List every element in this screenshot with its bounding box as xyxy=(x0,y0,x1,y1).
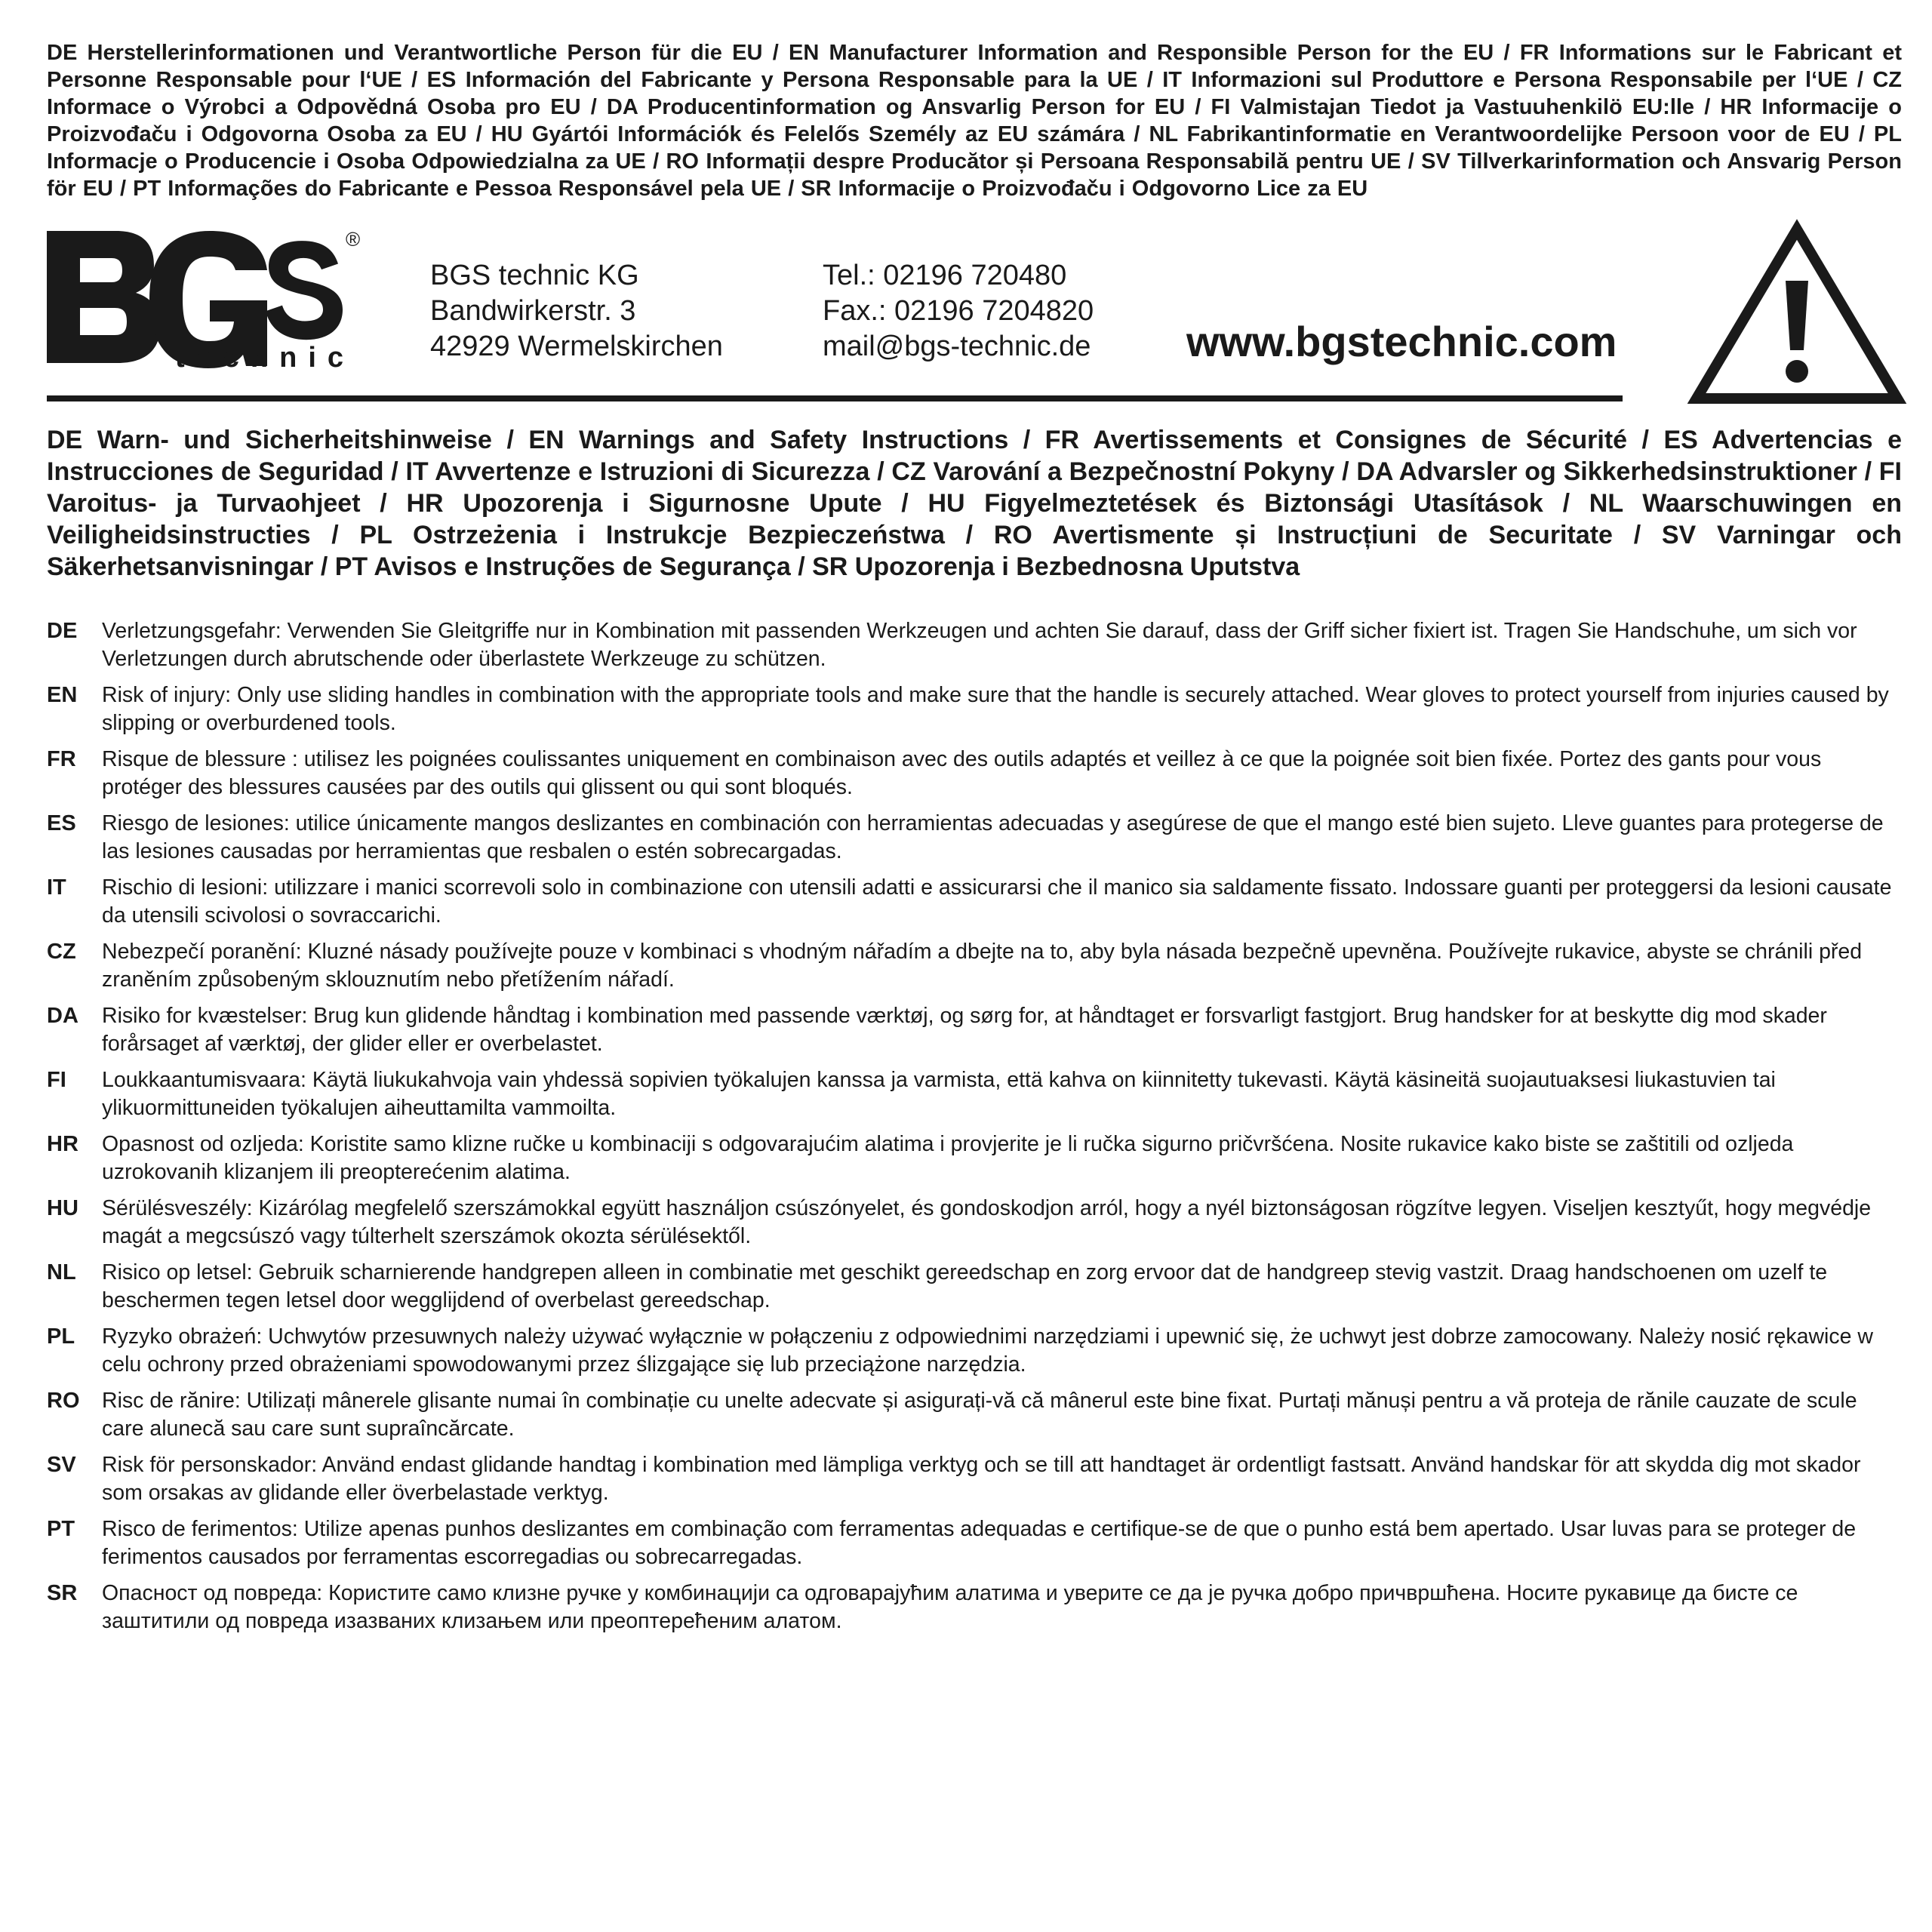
language-code: HR xyxy=(47,1132,78,1156)
safety-text: Riesgo de lesiones: utilice únicamente mangos deslizantes en combinación con herramientas adecuadas y asegúrese de que el mango esté bien sujeto. Lleve guantes para protegerse de las lesiones causadas por herramientas que resbalen o estén sobrecargadas. xyxy=(102,811,1884,863)
safety-text: Risico op letsel: Gebruik scharnierende handgrepen alleen in combinatie met geschikt gereedschap en zorg ervoor dat de handgreep stevig vastzit. Draag handschoenen om uzelf te beschermen tegen letsel door wegglijdend of overbelast gereedschap. xyxy=(102,1260,1828,1312)
safety-text: Risque de blessure : utilisez les poignées coulissantes uniquement en combinaison avec des outils adaptés et veillez à ce que la poignée soit bien fixée. Portez des gants pour vous protéger des blessures causées par des outils qui glissent ou qui sont bloqués. xyxy=(102,747,1822,799)
safety-entry-fr xyxy=(47,746,1902,810)
safety-entry-da xyxy=(47,1002,1902,1066)
safety-text: Opasnost od ozljeda: Koristite samo klizne ručke u kombinaciji s odgovarajućim alatima i provjerite je li ručka sigurno pričvršćena. Nosite rukavice kako biste se zaštitili od ozljeda uzrokovanih klizanjem ili preopterećenim alatima. xyxy=(102,1132,1794,1184)
company-street: Bandwirkerstr. 3 xyxy=(430,295,636,327)
language-code: SV xyxy=(47,1453,76,1477)
safety-text: Ryzyko obrażeń: Uchwytów przesuwnych należy używać wyłącznie w połączeniu z odpowiednimi narzędziami i upewnić się, że uchwyt jest dobrze zamocowany. Należy nosić rękawice w celu ochrony przed obrażeniami spowodowanymi przez ślizgające się lub przeciążone narzędzia. xyxy=(102,1324,1873,1377)
safety-text: Verletzungsgefahr: Verwenden Sie Gleitgriffe nur in Kombination mit passenden Werkzeugen und achten Sie darauf, dass der Griff sicher fixiert ist. Tragen Sie Handschuhe, um sich vor Verletzungen durch abrutschende oder überlastete Werkzeuge zu schützen. xyxy=(102,619,1857,671)
warning-triangle-icon xyxy=(1692,223,1902,405)
company-address xyxy=(430,258,723,365)
safety-entry-nl xyxy=(47,1259,1902,1323)
language-code: SR xyxy=(47,1581,78,1605)
safety-text: Loukkaantumisvaara: Käytä liukukahvoja vain yhdessä sopivien työkalujen kanssa ja varmista, että kahva on kiinnitetty tukevasti. Käytä käsineitä suojautuaksesi liukastuvien tai ylikuormittuneiden työkalujen aiheuttamilta vammoilta. xyxy=(102,1068,1776,1120)
safety-entry-cz xyxy=(47,938,1902,1002)
manufacturer-heading: DE Herstellerinformationen und Verantwortliche Person für die EU / EN Manufacturer Information and Responsible Person for the EU / FR Informations sur le Fabricant et Personne Responsable pour l‘UE / ES Información del Fabricante y Persona Responsable para la UE / IT Informazioni sul Produttore e Persona Responsabile per l‘UE / CZ Informace o Výrobci a Odpovědná Osoba pro EU / DA Producentinformation og Ansvarlig Person for EU / FI Valmistajan Tiedot ja Vastuuhenkilö EU:lle / HR Informacije o Proizvođaču i Odgovorna Osoba za EU / HU Gyártói Információk és Felelős Személy az EU számára / NL Fabrikantinformatie en Verantwoordelijke Persoon voor de EU / PL Informacje o Producencie i Osoba Odpowiedzialna za UE / RO Informații despre Producător și Persoana Responsabilă pentru UE / SV Tillverkarinformation och Ansvarig Person för EU / PT Informações do Fabricante e Pessoa Responsável pela UE / SR Informacije o Proizvođaču i Odgovorno Lice za EU xyxy=(47,41,1902,201)
company-contact xyxy=(823,258,1094,365)
language-code: FR xyxy=(47,747,76,771)
safety-entry-sr xyxy=(47,1580,1902,1644)
language-code: PT xyxy=(47,1517,75,1541)
language-code: CZ xyxy=(47,940,76,964)
safety-entry-pt xyxy=(47,1515,1902,1580)
language-code: FI xyxy=(47,1068,66,1092)
bgs-logo xyxy=(47,223,361,374)
safety-entry-fi xyxy=(47,1066,1902,1131)
company-name: BGS technic KG xyxy=(430,260,639,291)
company-fax: Fax.: 02196 7204820 xyxy=(823,295,1094,327)
language-code: NL xyxy=(47,1260,76,1284)
language-code: DE xyxy=(47,619,78,643)
website-link[interactable]: www.bgstechnic.com xyxy=(1186,318,1617,365)
manufacturer-section xyxy=(47,39,1902,202)
safety-entry-sv xyxy=(47,1451,1902,1515)
company-mail[interactable]: mail@bgs-technic.de xyxy=(823,331,1091,362)
language-code: ES xyxy=(47,811,76,835)
bgs-logo-graphic xyxy=(47,223,361,374)
company-header xyxy=(47,223,1902,412)
safety-entry-en xyxy=(47,681,1902,746)
safety-text: Risk of injury: Only use sliding handles in combination with the appropriate tools and make sure that the handle is securely attached. Wear gloves to protect yourself from injuries caused by slipping or overburdened tools. xyxy=(102,683,1889,735)
safety-text: Rischio di lesioni: utilizzare i manici scorrevoli solo in combinazione con utensili adatti e assicurarsi che il manico sia saldamente fissato. Indossare guanti per proteggersi da lesioni causate da utensili scivolosi o sovraccarichi. xyxy=(102,875,1892,928)
language-code: EN xyxy=(47,683,78,707)
safety-text: Nebezpečí poranění: Kluzné násady používejte pouze v kombinaci s vhodným nářadím a dbejte na to, aby byla násada bezpečně upevněna. Používejte rukavice, abyste se chránili před zraněním způsobeným sklouznutím nebo přetížením nářadí. xyxy=(102,940,1863,992)
safety-text: Опасност од повреда: Користите само клизне ручке у комбинацији са одговарајућим алатима и уверите се да је ручка добро причвршћена. Носите рукавице да бисте се заштитили од повреда изазваних клизањем или преоптерећеним алатом. xyxy=(102,1581,1798,1633)
language-code: RO xyxy=(47,1389,80,1413)
safety-text: Sérülésveszély: Kizárólag megfelelő szerszámokkal együtt használjon csúszónyelet, és gondoskodjon arról, hogy a nyél biztonságosan rögzítve legyen. Viseljen kesztyűt, hogy megvédje magát a megcsúszó vagy túlterhelt szerszámok okozta sérülésektől. xyxy=(102,1196,1872,1248)
company-city: 42929 Wermelskirchen xyxy=(430,331,723,362)
safety-entry-hu xyxy=(47,1195,1902,1259)
safety-heading: DE Warn- und Sicherheitshinweise / EN Warnings and Safety Instructions / FR Avertissements et Consignes de Sécurité / ES Advertencias e Instrucciones de Seguridad / IT Avvertenze e Istruzioni di Sicurezza / CZ Varování a Bezpečnostní Pokyny / DA Advarsler og Sikkerhedsinstruktioner / FI Varoitus- ja Turvaohjeet / HR Upozorenja i Sigurnosne Upute / HU Figyelmeztetések és Biztonsági Utasítások / NL Waarschuwingen en Veiligheidsinstructies / PL Ostrzeżenia i Instrukcje Bezpieczeństwa / RO Avertismente și Instrucțiuni de Securitate / SV Varningar och Säkerhetsanvisningar / PT Avisos e Instruções de Segurança / SR Upozorenja i Bezbednosna Uputstva xyxy=(47,426,1902,581)
language-code: PL xyxy=(47,1324,75,1349)
registered-mark: ® xyxy=(346,228,361,251)
logo-subtitle: technic xyxy=(175,342,355,374)
safety-text: Risco de ferimentos: Utilize apenas punhos deslizantes em combinação com ferramentas adequadas e certifique-se de que o punho está bem apertado. Usar luvas para se proteger de ferimentos causados por ferramentas escorregadias ou sobrecarregadas. xyxy=(102,1517,1857,1569)
safety-text: Risk för personskador: Använd endast glidande handtag i kombination med lämpliga verktyg och se till att handtaget är ordentligt fastsatt. Använd handskar för att skydda dig mot skador som orsakas av glidande eller överbelastade verktyg. xyxy=(102,1453,1861,1505)
safety-entry-es xyxy=(47,810,1902,874)
language-code: DA xyxy=(47,1004,78,1028)
safety-text: Risc de rănire: Utilizați mânerele glisante numai în combinație cu unelte adecvate și asigurați-vă că mânerul este bine fixat. Purtați mănuși pentru a vă proteja de rănile cauzate de scule care alunecă sau care sunt supraîncărcate. xyxy=(102,1389,1857,1441)
safety-entry-it xyxy=(47,874,1902,938)
safety-entry-pl xyxy=(47,1323,1902,1387)
safety-text: Risiko for kvæstelser: Brug kun glidende håndtag i kombination med passende værktøj, og sørg for, at håndtaget er forsvarligt fastgjort. Brug handsker for at beskytte dig mod skader forårsaget af værktøj, der glider eller er overbelastet. xyxy=(102,1004,1827,1056)
safety-entry-ro xyxy=(47,1387,1902,1451)
safety-entries xyxy=(47,617,1902,1644)
header-divider xyxy=(47,395,1623,401)
language-code: HU xyxy=(47,1196,78,1220)
company-tel[interactable]: Tel.: 02196 720480 xyxy=(823,260,1067,291)
language-code: IT xyxy=(47,875,66,900)
safety-entry-hr xyxy=(47,1131,1902,1195)
safety-entry-de xyxy=(47,617,1902,681)
